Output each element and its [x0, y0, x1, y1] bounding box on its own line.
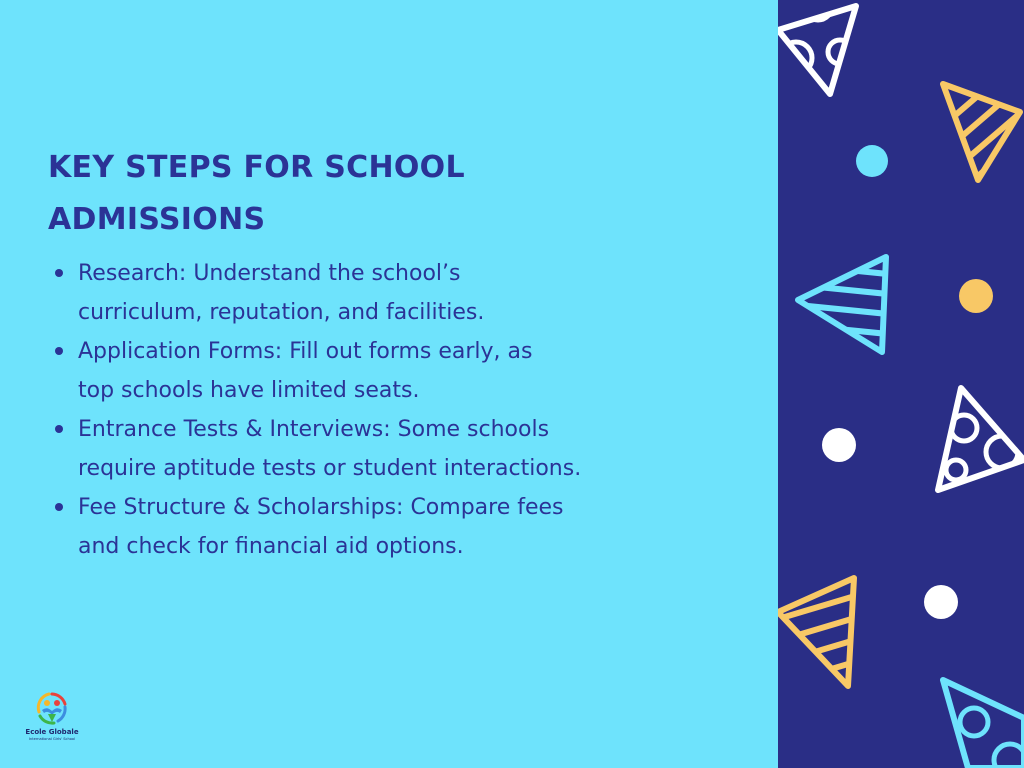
step-item-entrance-tests [48, 410, 688, 488]
step-item-research [48, 254, 688, 332]
triangle-stripes-decoration [938, 70, 1024, 188]
bullet-icon [55, 503, 63, 511]
slide-title [48, 142, 688, 246]
steps-list [48, 254, 688, 566]
triangle-stripes-decoration [798, 257, 898, 355]
dot-decoration [822, 428, 856, 462]
step-text: Research: Understand the school’s [78, 261, 461, 286]
logo-name: Ecole Globale [25, 728, 79, 736]
step-item-application-forms [48, 332, 688, 410]
step-text: curriculum, reputation, and facilities. [78, 300, 485, 325]
title-line: ADMISSIONS [48, 202, 266, 237]
step-text: and check for financial aid options. [78, 534, 464, 559]
decorative-panel [778, 0, 1024, 768]
step-text: Application Forms: Fill out forms early, as [78, 339, 533, 364]
triangle-circles-decoration [943, 680, 1024, 768]
step-text: top schools have limited seats. [78, 378, 420, 403]
logo-subtitle: International Girls' School [28, 737, 76, 741]
step-text: require aptitude tests or student interactions. [78, 456, 582, 481]
bullet-icon [55, 425, 63, 433]
step-item-fee-structure [48, 488, 688, 566]
decorative-shapes [778, 0, 1024, 768]
school-logo [22, 690, 82, 746]
bullet-icon [55, 269, 63, 277]
dot-decoration [856, 145, 888, 177]
title-line: KEY STEPS FOR SCHOOL [48, 150, 465, 185]
dot-decoration [924, 585, 958, 619]
triangle-circles-decoration [778, 0, 856, 94]
bullet-icon [55, 347, 63, 355]
triangle-stripes-decoration [778, 570, 868, 710]
triangle-circles-decoration [938, 388, 1024, 490]
step-text: Entrance Tests & Interviews: Some schools [78, 417, 550, 442]
step-text: Fee Structure & Scholarships: Compare fees [78, 495, 564, 520]
dot-decoration [959, 279, 993, 313]
school-logo-icon [34, 690, 70, 728]
